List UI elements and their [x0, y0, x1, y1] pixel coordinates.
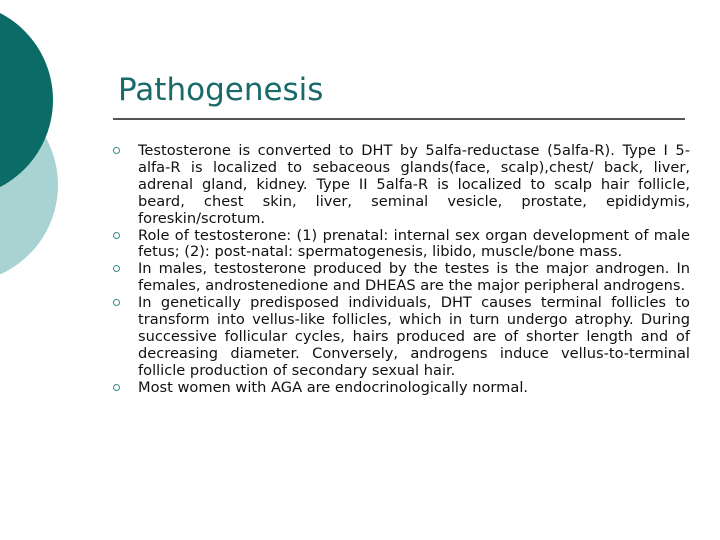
bullet-circle-icon	[113, 232, 120, 239]
bullet-item	[138, 228, 690, 262]
bullet-text: Testosterone is converted to DHT by 5alfa-reductase (5alfa-R). Type I 5-alfa-R is localized to sebaceous glands(face, scalp),chest/ back, liver, adrenal gland, kidney. Type II 5alfa-R is localized to scalp hair follicle, beard, chest skin, liver, seminal vesicle, prostate, epididymis, foreskin/scrotum.	[138, 142, 690, 227]
bullet-text: In genetically predisposed individuals, DHT causes terminal follicles to transform into vellus-like follicles, which in turn undergo atrophy. During successive follicular cycles, hairs produced are of shorter length and of decreasing diameter. Conversely, androgens induce vellus-to-terminal follicle production of secondary sexual hair.	[138, 294, 690, 379]
bullet-item	[138, 380, 690, 397]
bullet-item	[138, 143, 690, 228]
bullet-text: Role of testosterone: (1) prenatal: internal sex organ development of male fetus; (2): post-natal: spermatogenesis, libido, muscle/bone mass.	[138, 226, 690, 261]
slide-title: Pathogenesis	[118, 72, 324, 108]
bullet-text: In males, testosterone produced by the testes is the major androgen. In females, androstenedione and DHEAS are the major peripheral androgens.	[138, 260, 690, 295]
bullet-item	[138, 295, 690, 380]
bullet-text: Most women with AGA are endocrinologically normal.	[138, 378, 529, 396]
decorative-circles	[0, 0, 80, 300]
title-underline	[113, 118, 685, 120]
bullet-circle-icon	[113, 299, 120, 306]
bullet-item	[138, 261, 690, 295]
bullet-circle-icon	[113, 384, 120, 391]
bullet-circle-icon	[113, 147, 120, 154]
bullet-list	[138, 143, 690, 397]
bullet-circle-icon	[113, 265, 120, 272]
